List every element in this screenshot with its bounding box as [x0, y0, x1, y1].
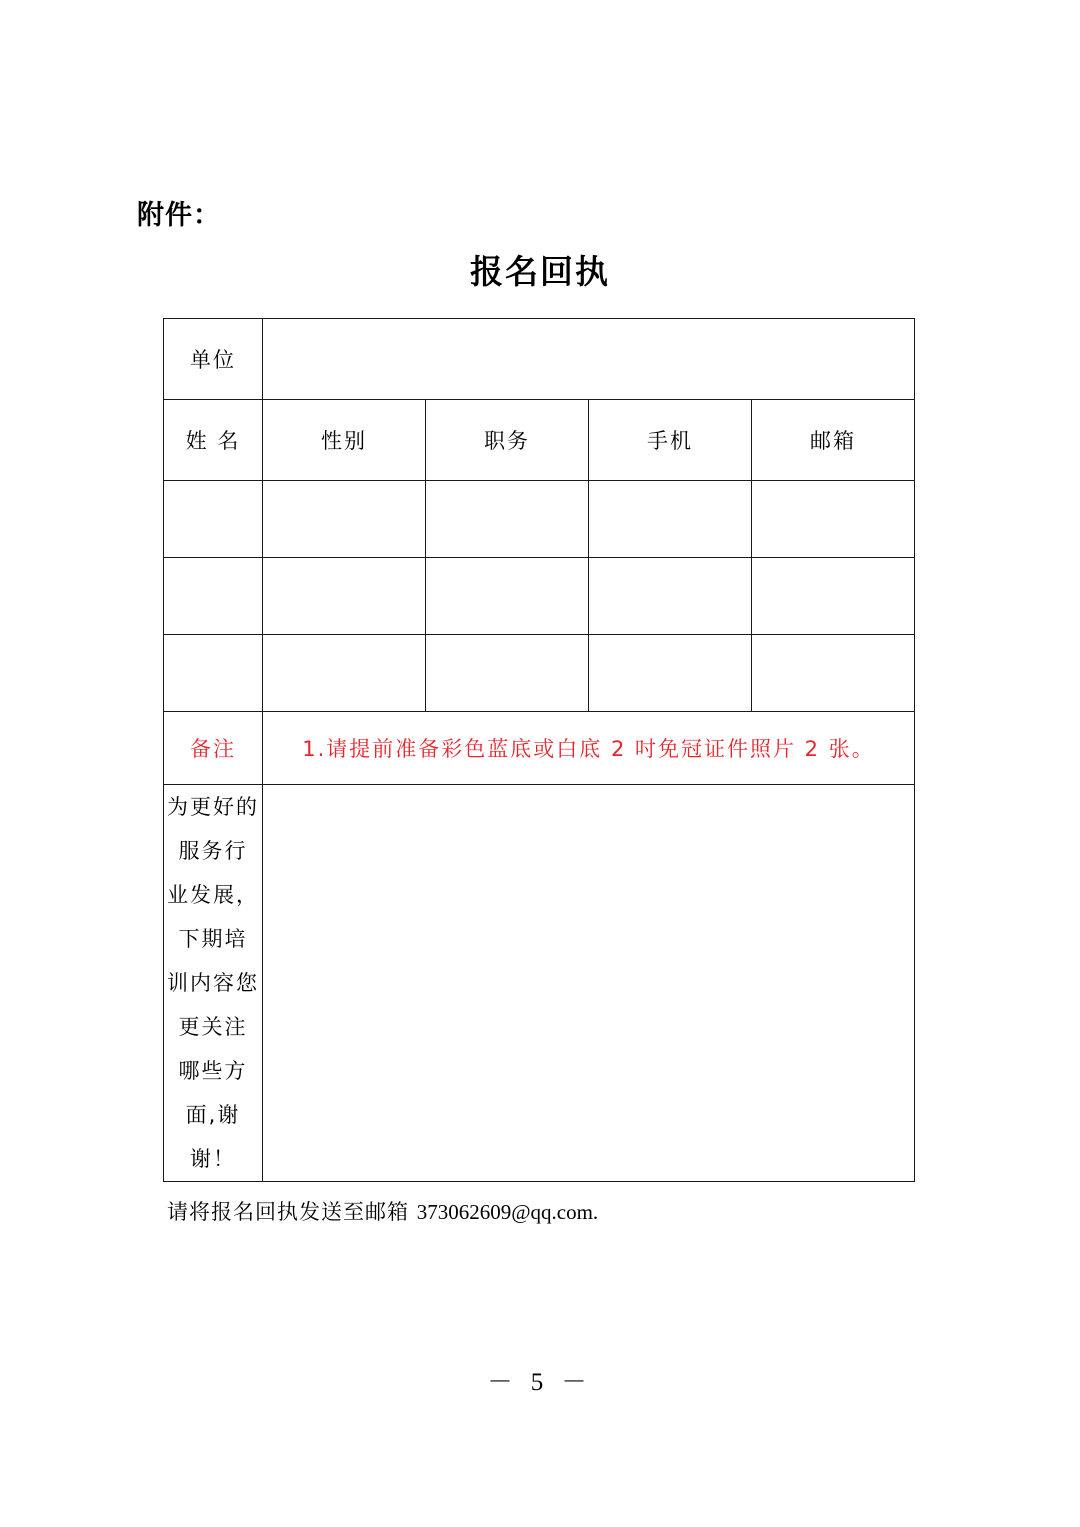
cell-phone[interactable] — [589, 635, 752, 712]
unit-label-cell: 单位 — [164, 319, 263, 400]
survey-question-line-2: 业发展，下期培 — [167, 883, 259, 951]
note-text-cell: 1.请提前准备彩色蓝底或白底 2 吋免冠证件照片 2 张。 — [263, 712, 915, 785]
survey-answer-cell[interactable] — [263, 785, 915, 1182]
submission-instruction — [167, 1196, 598, 1226]
table-row-survey — [164, 785, 915, 1182]
cell-gender[interactable] — [263, 635, 426, 712]
cell-email[interactable] — [752, 558, 915, 635]
header-phone: 手机 — [589, 400, 752, 481]
note-label-cell: 备注 — [164, 712, 263, 785]
cell-email[interactable] — [752, 481, 915, 558]
table-header-row — [164, 400, 915, 481]
table-row — [164, 635, 915, 712]
page-title: 报名回执 — [470, 252, 610, 291]
cell-position[interactable] — [426, 481, 589, 558]
survey-question-line-3: 训内容您更关注 — [167, 971, 259, 1039]
cell-name[interactable] — [164, 558, 263, 635]
cell-gender[interactable] — [263, 481, 426, 558]
cell-name[interactable] — [164, 635, 263, 712]
cell-gender[interactable] — [263, 558, 426, 635]
page-number: － 5 － — [487, 1369, 593, 1396]
survey-question-line-1: 为更好的服务行 — [167, 795, 259, 863]
header-position: 职务 — [426, 400, 589, 481]
table-row-unit — [164, 319, 915, 400]
attachment-label: 附件： — [137, 200, 221, 231]
table-row — [164, 558, 915, 635]
cell-name[interactable] — [164, 481, 263, 558]
table-row-note — [164, 712, 915, 785]
header-email: 邮箱 — [752, 400, 915, 481]
unit-value-cell[interactable] — [263, 319, 915, 400]
registration-form-table — [163, 318, 915, 1182]
submission-email: 373062609@qq.com. — [416, 1200, 599, 1224]
submission-instruction-text: 请将报名回执发送至邮箱 — [167, 1200, 417, 1224]
cell-phone[interactable] — [589, 481, 752, 558]
survey-question-cell — [164, 785, 263, 1182]
cell-position[interactable] — [426, 558, 589, 635]
header-gender: 性别 — [263, 400, 426, 481]
cell-email[interactable] — [752, 635, 915, 712]
cell-position[interactable] — [426, 635, 589, 712]
table-row — [164, 481, 915, 558]
header-name: 姓 名 — [164, 400, 263, 481]
cell-phone[interactable] — [589, 558, 752, 635]
survey-question-line-4: 哪些方面,谢谢！ — [178, 1059, 248, 1171]
